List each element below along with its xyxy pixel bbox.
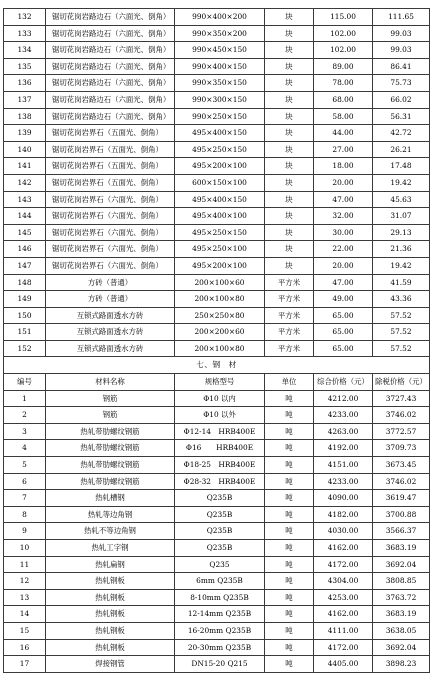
row-number-cell: 12	[4, 573, 46, 590]
material-name-cell: 互锁式路面透水方砖	[46, 340, 175, 357]
table-row	[4, 506, 430, 523]
composite-price-cell: 4162.00	[314, 606, 373, 623]
unit-cell: 块	[265, 141, 314, 158]
material-name-cell: 钢筋	[46, 407, 175, 424]
material-name-cell: 热轧钢板	[46, 639, 175, 656]
spec-model-cell: 495×250×100	[175, 241, 265, 258]
material-name-cell: 锯切花岗岩路边石（六面光、倒角）	[46, 42, 175, 59]
unit-cell: 吨	[265, 423, 314, 440]
table-row	[4, 58, 430, 75]
composite-price-cell: 47.00	[314, 274, 373, 291]
row-number-cell: 151	[4, 324, 46, 341]
pre-tax-price-cell: 21.36	[373, 241, 430, 258]
material-name-cell: 热轧钢板	[46, 589, 175, 606]
composite-price-cell: 78.00	[314, 75, 373, 92]
row-number-cell: 149	[4, 291, 46, 308]
row-number-cell: 3	[4, 423, 46, 440]
material-name-cell: 锯切花岗岩界石（五面光、倒角）	[46, 125, 175, 142]
unit-cell: 吨	[265, 407, 314, 424]
unit-cell: 吨	[265, 440, 314, 457]
composite-price-cell: 68.00	[314, 91, 373, 108]
pre-tax-price-cell: 3683.19	[373, 540, 430, 557]
table-row	[4, 174, 430, 191]
spec-model-cell: 990×250×150	[175, 108, 265, 125]
composite-price-cell: 44.00	[314, 125, 373, 142]
material-name-cell: 锯切花岗岩界石（六面光、倒角）	[46, 241, 175, 258]
pre-tax-price-cell: 3898.23	[373, 656, 430, 673]
material-name-cell: 热轧带肋螺纹钢筋	[46, 457, 175, 474]
composite-price-cell: 20.00	[314, 257, 373, 274]
table-row	[4, 589, 430, 606]
pre-tax-price-cell: 3673.45	[373, 457, 430, 474]
spec-model-cell: 495×200×100	[175, 257, 265, 274]
spec-model-cell: Φ28-32 HRB400E	[175, 473, 265, 490]
composite-price-cell: 58.00	[314, 108, 373, 125]
spec-model-cell: 990×350×150	[175, 75, 265, 92]
table-row	[4, 423, 430, 440]
spec-model-cell: Φ10 以外	[175, 407, 265, 424]
row-number-cell: 146	[4, 241, 46, 258]
material-name-cell: 方砖（普通）	[46, 291, 175, 308]
spec-model-cell: 495×250×150	[175, 141, 265, 158]
material-name-cell: 锯切花岗岩界石（六面光、倒角）	[46, 208, 175, 225]
spec-model-cell: 495×400×150	[175, 191, 265, 208]
composite-price-cell: 22.00	[314, 241, 373, 258]
header-pre-tax-price: 除税价格（元）	[373, 374, 430, 391]
row-number-cell: 6	[4, 473, 46, 490]
composite-price-cell: 4405.00	[314, 656, 373, 673]
composite-price-cell: 102.00	[314, 25, 373, 42]
table-row	[4, 108, 430, 125]
material-name-cell: 热轧钢板	[46, 573, 175, 590]
composite-price-cell: 4212.00	[314, 390, 373, 407]
composite-price-cell: 4253.00	[314, 589, 373, 606]
unit-cell: 块	[265, 9, 314, 26]
material-name-cell: 热轧工字钢	[46, 540, 175, 557]
row-number-cell: 5	[4, 457, 46, 474]
unit-cell: 平方米	[265, 307, 314, 324]
header-unit: 单位	[265, 374, 314, 391]
table-row	[4, 639, 430, 656]
row-number-cell: 14	[4, 606, 46, 623]
header-material-name: 材料名称	[46, 374, 175, 391]
unit-cell: 平方米	[265, 274, 314, 291]
table-row	[4, 656, 430, 673]
unit-cell: 块	[265, 75, 314, 92]
table-row	[4, 573, 430, 590]
table-row	[4, 9, 430, 26]
composite-price-cell: 27.00	[314, 141, 373, 158]
spec-model-cell: 600×150×100	[175, 174, 265, 191]
pre-tax-price-cell: 3763.72	[373, 589, 430, 606]
composite-price-cell: 30.00	[314, 224, 373, 241]
material-name-cell: 锯切花岗岩路边石（六面光、倒角）	[46, 25, 175, 42]
table-row	[4, 390, 430, 407]
pre-tax-price-cell: 29.13	[373, 224, 430, 241]
table-row	[4, 622, 430, 639]
row-number-cell: 147	[4, 257, 46, 274]
row-number-cell: 143	[4, 191, 46, 208]
material-name-cell: 锯切花岗岩界石（六面光、倒角）	[46, 191, 175, 208]
unit-cell: 吨	[265, 523, 314, 540]
material-name-cell: 互锁式路面透水方砖	[46, 324, 175, 341]
table-row	[4, 457, 430, 474]
spec-model-cell: 495×250×150	[175, 224, 265, 241]
table-row	[4, 324, 430, 341]
pre-tax-price-cell: 3692.04	[373, 556, 430, 573]
spec-model-cell: 200×100×80	[175, 291, 265, 308]
row-number-cell: 152	[4, 340, 46, 357]
row-number-cell: 133	[4, 25, 46, 42]
table-row	[4, 191, 430, 208]
material-name-cell: 锯切花岗岩界石（五面光、倒角）	[46, 158, 175, 175]
composite-price-cell: 4233.00	[314, 473, 373, 490]
table-row	[4, 291, 430, 308]
unit-cell: 平方米	[265, 291, 314, 308]
row-number-cell: 138	[4, 108, 46, 125]
unit-cell: 吨	[265, 622, 314, 639]
unit-cell: 块	[265, 241, 314, 258]
unit-cell: 吨	[265, 556, 314, 573]
unit-cell: 吨	[265, 540, 314, 557]
unit-cell: 块	[265, 25, 314, 42]
spec-model-cell: Φ18-25 HRB400E	[175, 457, 265, 474]
table-row	[4, 473, 430, 490]
material-name-cell: 锯切花岗岩界石（五面光、倒角）	[46, 174, 175, 191]
unit-cell: 块	[265, 125, 314, 142]
unit-cell: 块	[265, 158, 314, 175]
pre-tax-price-cell: 45.63	[373, 191, 430, 208]
pre-tax-price-cell: 3746.02	[373, 473, 430, 490]
pre-tax-price-cell: 3746.02	[373, 407, 430, 424]
pre-tax-price-cell: 43.36	[373, 291, 430, 308]
material-name-cell: 锯切花岗岩路边石（六面光、倒角）	[46, 108, 175, 125]
pre-tax-price-cell: 57.52	[373, 340, 430, 357]
material-name-cell: 锯切花岗岩界石（五面光、倒角）	[46, 141, 175, 158]
table-row	[4, 490, 430, 507]
material-name-cell: 热轧带肋螺纹钢筋	[46, 423, 175, 440]
row-number-cell: 140	[4, 141, 46, 158]
spec-model-cell: DN15-20 Q215	[175, 656, 265, 673]
spec-model-cell: 990×300×150	[175, 91, 265, 108]
spec-model-cell: 16-20mm Q235B	[175, 622, 265, 639]
header-row-number: 编号	[4, 374, 46, 391]
row-number-cell: 4	[4, 440, 46, 457]
table-row	[4, 340, 430, 357]
composite-price-cell: 4030.00	[314, 523, 373, 540]
unit-cell: 块	[265, 108, 314, 125]
row-number-cell: 1	[4, 390, 46, 407]
spec-model-cell: 20-30mm Q235B	[175, 639, 265, 656]
unit-cell: 平方米	[265, 324, 314, 341]
pre-tax-price-cell: 99.03	[373, 25, 430, 42]
spec-model-cell: 200×100×60	[175, 274, 265, 291]
pre-tax-price-cell: 26.21	[373, 141, 430, 158]
section-title: 七、钢 材	[4, 357, 430, 374]
table-row	[4, 125, 430, 142]
spec-model-cell: 8-10mm Q235B	[175, 589, 265, 606]
spec-model-cell: 990×450×150	[175, 42, 265, 59]
pre-tax-price-cell: 31.07	[373, 208, 430, 225]
table-row	[4, 274, 430, 291]
spec-model-cell: 495×400×150	[175, 125, 265, 142]
spec-model-cell: Q235B	[175, 540, 265, 557]
unit-cell: 块	[265, 58, 314, 75]
material-name-cell: 锯切花岗岩路边石（六面光、倒角）	[46, 58, 175, 75]
spec-model-cell: 200×200×60	[175, 324, 265, 341]
composite-price-cell: 102.00	[314, 42, 373, 59]
unit-cell: 块	[265, 224, 314, 241]
unit-cell: 吨	[265, 457, 314, 474]
composite-price-cell: 4151.00	[314, 457, 373, 474]
row-number-cell: 10	[4, 540, 46, 557]
row-number-cell: 137	[4, 91, 46, 108]
row-number-cell: 150	[4, 307, 46, 324]
unit-cell: 吨	[265, 390, 314, 407]
composite-price-cell: 89.00	[314, 58, 373, 75]
material-name-cell: 热轧钢板	[46, 606, 175, 623]
table-row	[4, 556, 430, 573]
unit-cell: 吨	[265, 606, 314, 623]
spec-model-cell: 990×400×150	[175, 58, 265, 75]
spec-model-cell: 250×250×80	[175, 307, 265, 324]
composite-price-cell: 4090.00	[314, 490, 373, 507]
pre-tax-price-cell: 17.48	[373, 158, 430, 175]
unit-cell: 块	[265, 208, 314, 225]
table-row	[4, 307, 430, 324]
pre-tax-price-cell: 75.73	[373, 75, 430, 92]
row-number-cell: 2	[4, 407, 46, 424]
material-name-cell: 焊接钢管	[46, 656, 175, 673]
material-name-cell: 锯切花岗岩路边石（六面光、倒角）	[46, 75, 175, 92]
pre-tax-price-cell: 3727.43	[373, 390, 430, 407]
row-number-cell: 17	[4, 656, 46, 673]
pre-tax-price-cell: 3700.88	[373, 506, 430, 523]
table-row	[4, 606, 430, 623]
pre-tax-price-cell: 111.65	[373, 9, 430, 26]
composite-price-cell: 4111.00	[314, 622, 373, 639]
unit-cell: 平方米	[265, 340, 314, 357]
pre-tax-price-cell: 42.72	[373, 125, 430, 142]
pre-tax-price-cell: 66.02	[373, 91, 430, 108]
spec-model-cell: 200×100×80	[175, 340, 265, 357]
table-row	[4, 440, 430, 457]
pre-tax-price-cell: 3619.47	[373, 490, 430, 507]
composite-price-cell: 4162.00	[314, 540, 373, 557]
material-name-cell: 热轧带肋螺纹钢筋	[46, 440, 175, 457]
composite-price-cell: 4172.00	[314, 639, 373, 656]
unit-cell: 块	[265, 91, 314, 108]
composite-price-cell: 4192.00	[314, 440, 373, 457]
unit-cell: 吨	[265, 639, 314, 656]
spec-model-cell: Φ16 HRB400E	[175, 440, 265, 457]
composite-price-cell: 18.00	[314, 158, 373, 175]
unit-cell: 吨	[265, 656, 314, 673]
row-number-cell: 8	[4, 506, 46, 523]
row-number-cell: 13	[4, 589, 46, 606]
composite-price-cell: 65.00	[314, 340, 373, 357]
row-number-cell: 15	[4, 622, 46, 639]
row-number-cell: 142	[4, 174, 46, 191]
unit-cell: 块	[265, 174, 314, 191]
pre-tax-price-cell: 3772.57	[373, 423, 430, 440]
table-row	[4, 407, 430, 424]
table-row	[4, 224, 430, 241]
spec-model-cell: 12-14mm Q235B	[175, 606, 265, 623]
header-spec-model: 规格型号	[175, 374, 265, 391]
table-row	[4, 208, 430, 225]
pre-tax-price-cell: 57.52	[373, 307, 430, 324]
section-row	[4, 357, 430, 374]
material-name-cell: 锯切花岗岩路边石（六面光、倒角）	[46, 9, 175, 26]
spec-model-cell: 990×400×200	[175, 9, 265, 26]
material-name-cell: 热轧等边角钢	[46, 506, 175, 523]
material-name-cell: 方砖（普通）	[46, 274, 175, 291]
material-price-table	[3, 8, 430, 673]
pre-tax-price-cell: 56.31	[373, 108, 430, 125]
pre-tax-price-cell: 57.52	[373, 324, 430, 341]
composite-price-cell: 65.00	[314, 324, 373, 341]
material-name-cell: 互锁式路面透水方砖	[46, 307, 175, 324]
table-row	[4, 523, 430, 540]
table-row	[4, 75, 430, 92]
row-number-cell: 9	[4, 523, 46, 540]
row-number-cell: 148	[4, 274, 46, 291]
row-number-cell: 7	[4, 490, 46, 507]
table-row	[4, 141, 430, 158]
pre-tax-price-cell: 99.03	[373, 42, 430, 59]
unit-cell: 吨	[265, 506, 314, 523]
spec-model-cell: 495×400×100	[175, 208, 265, 225]
spec-model-cell: Q235	[175, 556, 265, 573]
spec-model-cell: Φ12-14 HRB400E	[175, 423, 265, 440]
spec-model-cell: Q235B	[175, 523, 265, 540]
spec-model-cell: 495×200×100	[175, 158, 265, 175]
row-number-cell: 144	[4, 208, 46, 225]
pre-tax-price-cell: 3808.85	[373, 573, 430, 590]
unit-cell: 吨	[265, 573, 314, 590]
row-number-cell: 135	[4, 58, 46, 75]
row-number-cell: 132	[4, 9, 46, 26]
composite-price-cell: 65.00	[314, 307, 373, 324]
pre-tax-price-cell: 3692.04	[373, 639, 430, 656]
unit-cell: 块	[265, 257, 314, 274]
table-row	[4, 540, 430, 557]
unit-cell: 吨	[265, 490, 314, 507]
table-row	[4, 257, 430, 274]
pre-tax-price-cell: 3638.05	[373, 622, 430, 639]
material-name-cell: 锯切花岗岩界石（六面光、倒角）	[46, 224, 175, 241]
row-number-cell: 134	[4, 42, 46, 59]
table-row	[4, 25, 430, 42]
pre-tax-price-cell: 19.42	[373, 257, 430, 274]
table-row	[4, 158, 430, 175]
composite-price-cell: 4233.00	[314, 407, 373, 424]
header-composite-price: 综合价格（元）	[314, 374, 373, 391]
material-name-cell: 热轧槽钢	[46, 490, 175, 507]
table-row	[4, 91, 430, 108]
row-number-cell: 136	[4, 75, 46, 92]
spec-model-cell: 990×350×200	[175, 25, 265, 42]
material-name-cell: 钢筋	[46, 390, 175, 407]
composite-price-cell: 4172.00	[314, 556, 373, 573]
composite-price-cell: 32.00	[314, 208, 373, 225]
pre-tax-price-cell: 41.59	[373, 274, 430, 291]
material-name-cell: 锯切花岗岩路边石（六面光、倒角）	[46, 91, 175, 108]
row-number-cell: 145	[4, 224, 46, 241]
spec-model-cell: Q235B	[175, 490, 265, 507]
table-row	[4, 42, 430, 59]
pre-tax-price-cell: 3683.19	[373, 606, 430, 623]
composite-price-cell: 115.00	[314, 9, 373, 26]
material-name-cell: 锯切花岗岩界石（六面光、倒角）	[46, 257, 175, 274]
column-header-row	[4, 374, 430, 391]
material-name-cell: 热轧扁钢	[46, 556, 175, 573]
spec-model-cell: Q235B	[175, 506, 265, 523]
pre-tax-price-cell: 86.41	[373, 58, 430, 75]
spec-model-cell: Φ10 以内	[175, 390, 265, 407]
material-name-cell: 热轧不等边角钢	[46, 523, 175, 540]
composite-price-cell: 47.00	[314, 191, 373, 208]
unit-cell: 吨	[265, 589, 314, 606]
composite-price-cell: 20.00	[314, 174, 373, 191]
pre-tax-price-cell: 3709.73	[373, 440, 430, 457]
row-number-cell: 11	[4, 556, 46, 573]
composite-price-cell: 4182.00	[314, 506, 373, 523]
row-number-cell: 141	[4, 158, 46, 175]
unit-cell: 吨	[265, 473, 314, 490]
row-number-cell: 16	[4, 639, 46, 656]
pre-tax-price-cell: 3566.37	[373, 523, 430, 540]
material-name-cell: 热轧带肋螺纹钢筋	[46, 473, 175, 490]
composite-price-cell: 49.00	[314, 291, 373, 308]
pre-tax-price-cell: 19.42	[373, 174, 430, 191]
composite-price-cell: 4263.00	[314, 423, 373, 440]
unit-cell: 块	[265, 42, 314, 59]
unit-cell: 块	[265, 191, 314, 208]
table-row	[4, 241, 430, 258]
spec-model-cell: 6mm Q235B	[175, 573, 265, 590]
row-number-cell: 139	[4, 125, 46, 142]
composite-price-cell: 4304.00	[314, 573, 373, 590]
material-name-cell: 热轧钢板	[46, 622, 175, 639]
